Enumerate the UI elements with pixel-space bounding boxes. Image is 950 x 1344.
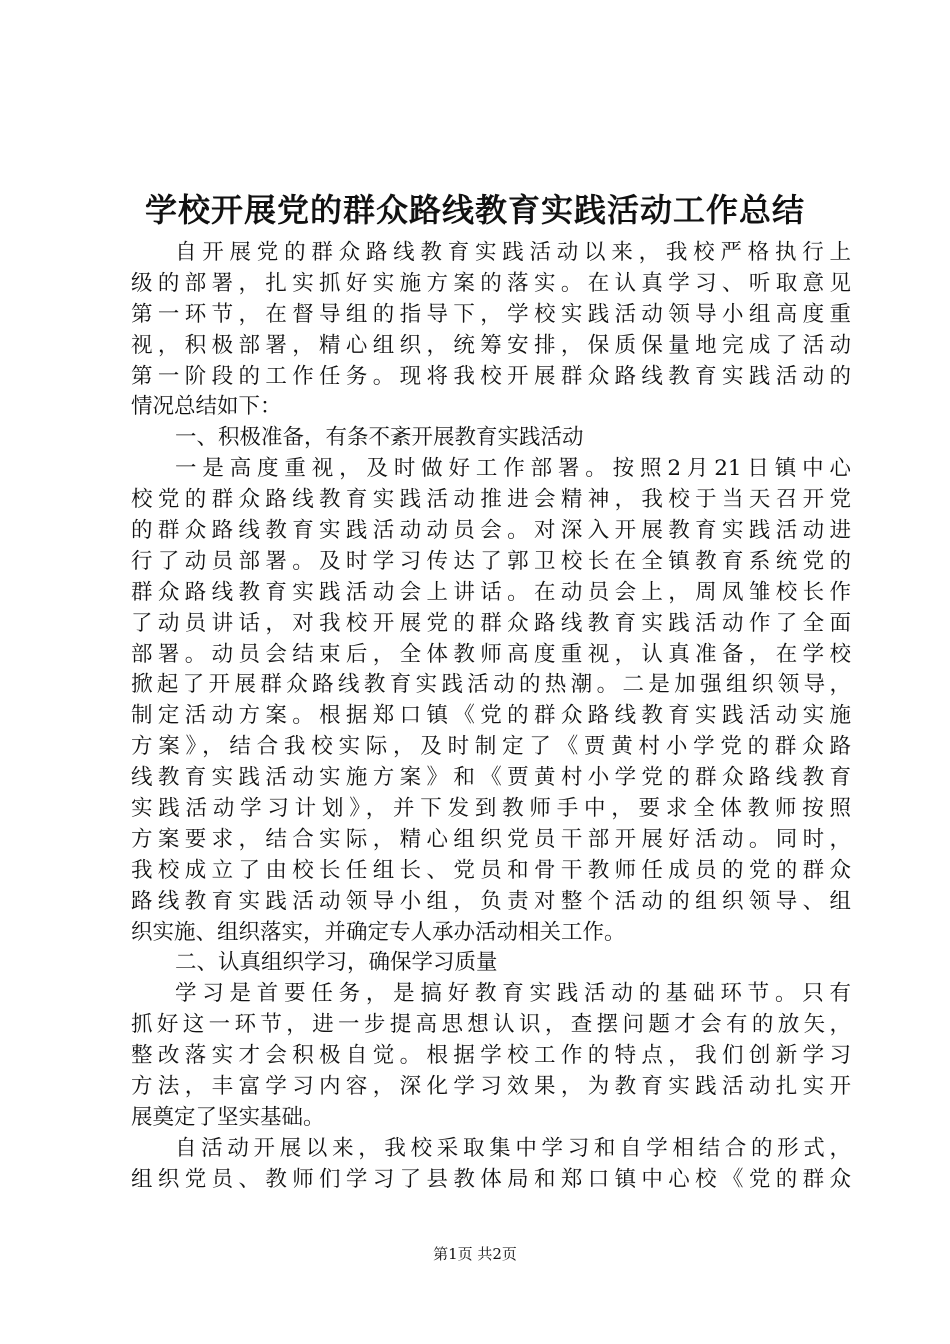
paragraph-line: 情况总结如下：	[131, 394, 282, 420]
paragraph-line: 了动员讲话，对我校开展党的群众路线教育实践活动作了全面	[131, 610, 851, 636]
paragraph-line: 我校成立了由校长任组长、党员和骨干教师任成员的党的群众	[131, 857, 851, 883]
section-heading: 二、认真组织学习，确保学习质量	[175, 950, 498, 976]
paragraph-line: 制定活动方案。根据郑口镇《党的群众路线教育实践活动实施	[131, 703, 851, 729]
paragraph-line: 线教育实践活动实施方案》和《贾黄村小学党的群众路线教育	[131, 765, 851, 791]
paragraph-line: 第一阶段的工作任务。现将我校开展群众路线教育实践活动的	[131, 363, 851, 389]
paragraph-line: 整改落实才会积极自觉。根据学校工作的特点，我们创新学习	[131, 1043, 851, 1069]
page-number-footer: 第1页 共2页	[433, 1245, 517, 1263]
paragraph-line: 级的部署，扎实抓好实施方案的落实。在认真学习、听取意见	[131, 270, 851, 296]
paragraph-line: 组织党员、教师们学习了县教体局和郑口镇中心校《党的群众	[131, 1166, 851, 1192]
paragraph-line: 自活动开展以来，我校采取集中学习和自学相结合的形式，	[175, 1135, 851, 1161]
paragraph-line: 一是高度重视，及时做好工作部署。按照2月21日镇中心	[175, 456, 851, 482]
paragraph-line: 织实施、组织落实，并确定专人承办活动相关工作。	[131, 919, 626, 945]
paragraph-line: 路线教育实践活动领导小组，负责对整个活动的组织领导、组	[131, 888, 851, 914]
paragraph-line: 第一环节，在督导组的指导下，学校实践活动领导小组高度重	[131, 301, 851, 327]
document-title: 学校开展党的群众路线教育实践活动工作总结	[144, 191, 805, 229]
paragraph-line: 的群众路线教育实践活动动员会。对深入开展教育实践活动进	[131, 518, 851, 544]
paragraph-line: 学习是首要任务，是搞好教育实践活动的基础环节。只有	[175, 981, 851, 1007]
paragraph-line: 展奠定了坚实基础。	[131, 1104, 325, 1130]
paragraph-line: 抓好这一环节，进一步提高思想认识，查摆问题才会有的放矢，	[131, 1012, 851, 1038]
section-heading: 一、积极准备，有条不紊开展教育实践活动	[175, 425, 584, 451]
paragraph-line: 视，积极部署，精心组织，统筹安排，保质保量地完成了活动	[131, 332, 851, 358]
paragraph-line: 方案要求，结合实际，精心组织党员干部开展好活动。同时，	[131, 826, 851, 852]
paragraph-line: 行了动员部署。及时学习传达了郭卫校长在全镇教育系统党的	[131, 548, 851, 574]
paragraph-line: 方法，丰富学习内容，深化学习效果，为教育实践活动扎实开	[131, 1074, 851, 1100]
paragraph-line: 实践活动学习计划》，并下发到教师手中，要求全体教师按照	[131, 796, 851, 822]
paragraph-line: 部署。动员会结束后，全体教师高度重视，认真准备，在学校	[131, 641, 851, 667]
paragraph-line: 方案》，结合我校实际，及时制定了《贾黄村小学党的群众路	[131, 734, 851, 760]
paragraph-line: 掀起了开展群众路线教育实践活动的热潮。二是加强组织领导，	[131, 672, 851, 698]
paragraph-line: 群众路线教育实践活动会上讲话。在动员会上，周凤雏校长作	[131, 579, 851, 605]
paragraph-line: 自开展党的群众路线教育实践活动以来，我校严格执行上	[175, 240, 851, 265]
document-body	[131, 238, 851, 1196]
paragraph-line: 校党的群众路线教育实践活动推进会精神，我校于当天召开党	[131, 487, 851, 513]
